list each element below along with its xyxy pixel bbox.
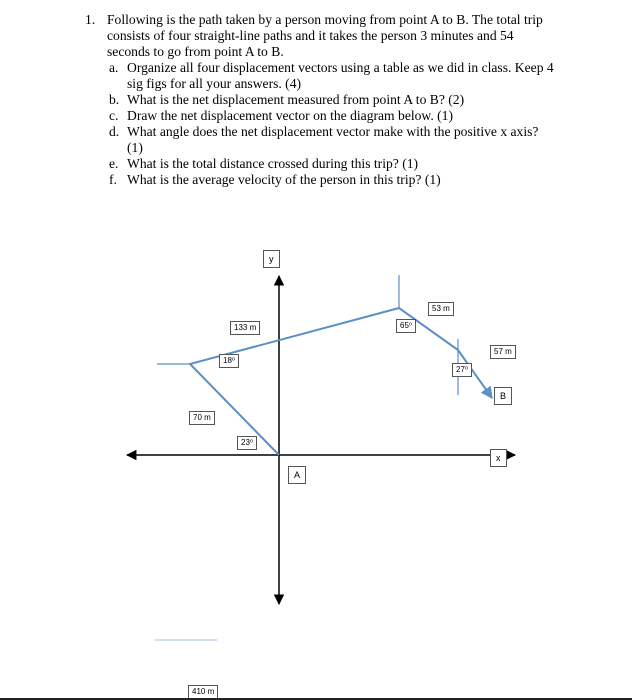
- vector-2-magnitude: 133 m: [230, 321, 260, 335]
- problem-number: 1.: [85, 12, 96, 27]
- part-letter: c.: [109, 108, 119, 123]
- axis-x-label: x: [490, 449, 507, 467]
- extra-distance-label: 410 m: [188, 685, 218, 699]
- problem-statement: Following is the path taken by a person moving from point A to B. The total trip consists of four straight-line paths and it takes the person 3 minutes and 54 seconds to go from point A to B.: [107, 12, 543, 59]
- part-letter: d.: [109, 124, 120, 139]
- vector-4-angle: 27⁰: [452, 363, 472, 377]
- part-letter: b.: [109, 92, 120, 107]
- part-text: Draw the net displacement vector on the diagram below. (1): [127, 108, 454, 123]
- part-text: What is the net displacement measured from point A to B? (2): [127, 92, 465, 107]
- vector-4-magnitude: 57 m: [490, 345, 516, 359]
- vector-3-angle: 65⁰: [396, 319, 416, 333]
- vector-1-angle: 23⁰: [237, 436, 257, 450]
- vector-2-angle: 18⁰: [219, 354, 239, 368]
- part-text: What is the average velocity of the person in this trip? (1): [127, 172, 441, 187]
- vector-1-magnitude: 70 m: [189, 411, 215, 425]
- vector-3-magnitude: 53 m: [428, 302, 454, 316]
- axis-y-label: y: [263, 250, 280, 268]
- part-text: What angle does the net displacement vector make with the positive x axis? (1): [127, 124, 539, 155]
- part-letter: e.: [109, 156, 119, 171]
- part-letter: a.: [109, 60, 119, 75]
- part-letter: f.: [109, 172, 117, 187]
- part-text: Organize all four displacement vectors using a table as we did in class. Keep 4 sig figs for all your answers. (4): [127, 60, 554, 91]
- part-text: What is the total distance crossed during this trip? (1): [127, 156, 419, 171]
- point-a-label: A: [288, 466, 306, 484]
- point-b-label: B: [494, 387, 512, 405]
